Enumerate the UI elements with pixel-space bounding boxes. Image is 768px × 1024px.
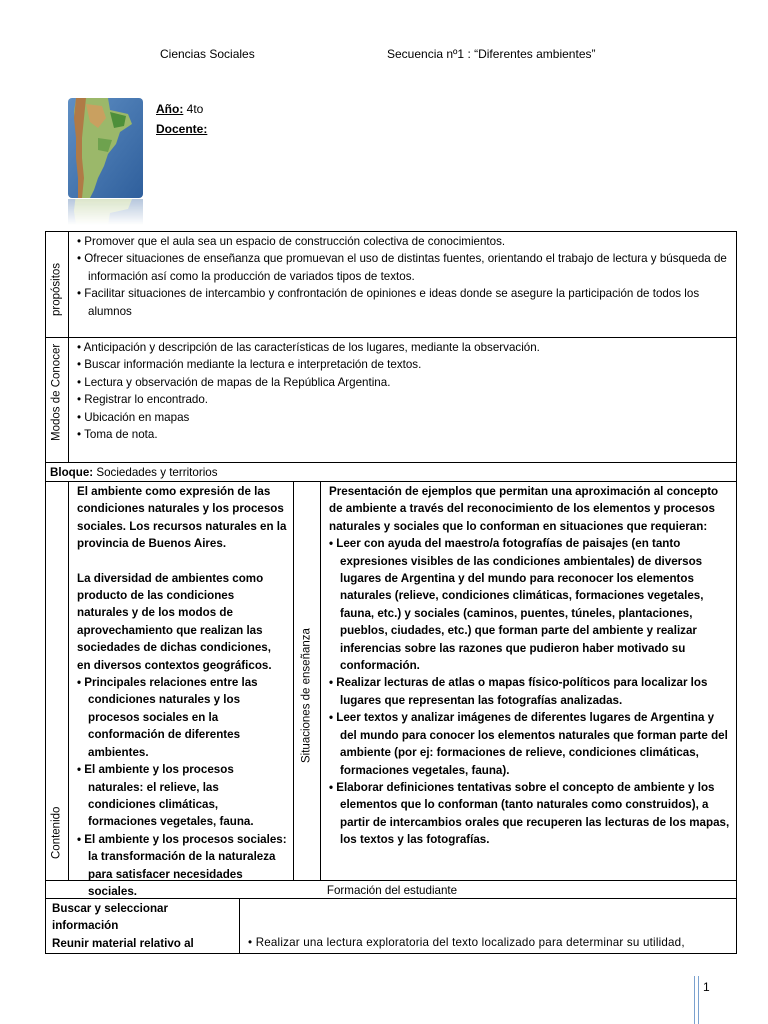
formacion-title: Formación del estudiante <box>326 884 458 897</box>
situaciones-side-label <box>294 482 321 880</box>
proposito-item: • Promover que el aula sea un espacio de construcción colectiva de conocimientos. <box>77 233 730 250</box>
year-label: Año: <box>156 102 184 116</box>
modo-item: • Lectura y observación de mapas de la República Argentina. <box>77 374 730 391</box>
modos-list <box>77 339 730 443</box>
contenido-label: Contenido <box>50 806 63 859</box>
proposito-item: • Ofrecer situaciones de enseñanza que promuevan el uso de distintas fuentes, orientando el trabajo de lectura y búsqueda de información así como la producción de variados tipos de textos. <box>77 250 730 285</box>
modo-item: • Anticipación y descripción de las características de los lugares, mediante la observación. <box>77 339 730 356</box>
modos-label: Modos de Conocer <box>50 343 63 441</box>
situaciones-content <box>321 482 736 880</box>
formacion-item: • Realizar una lectura exploratoria del texto localizado para determinar su utilidad, <box>248 934 730 951</box>
propositos-content <box>69 232 736 337</box>
situacion-item: • Realizar lecturas de atlas o mapas físico-políticos para localizar los lugares que representan las fotografías analizadas. <box>329 674 730 709</box>
modos-side-label <box>46 338 69 462</box>
formacion-left-line1: Buscar y seleccionar <box>52 902 169 915</box>
modo-item: • Toma de nota. <box>77 426 730 443</box>
teacher-field <box>156 122 207 136</box>
row-bloque <box>46 463 736 482</box>
propositos-side-label <box>46 232 69 337</box>
modos-content <box>69 338 736 462</box>
bloque-cell <box>46 463 736 481</box>
situaciones-label: Situaciones de enseñanza <box>300 627 313 763</box>
situaciones-list <box>329 535 730 848</box>
modo-item: • Buscar información mediante la lectura e interpretación de textos. <box>77 356 730 373</box>
formacion-right <box>240 899 736 953</box>
contenido-side-label <box>46 482 69 880</box>
map-reflection <box>68 199 143 225</box>
argentina-map-image <box>68 98 143 198</box>
contenido-p2: La diversidad de ambientes como producto de las condiciones naturales y de los modos de aprovechamiento que realizan las sociedades de dichas condiciones, en diversos contextos geográficos. <box>77 571 272 672</box>
row-formacion-title <box>46 881 736 899</box>
situacion-item: • Leer con ayuda del maestro/a fotografías de paisajes (en tanto expresiones visibles de las condiciones ambientales) de diversos lugares de Argentina y del mundo para reconocer los elementos naturales (relieve, condiciones climáticas, formaciones vegetales, fauna, etc.) y sociales (caminos, puentes, túneles, plantaciones, pueblos, ciudades, etc.) que forman parte del ambiente y realizar inferencias sobre las razones que pudieron haber motivado su conformación. <box>329 535 730 674</box>
page-border-line <box>698 976 699 1024</box>
contenido-list <box>77 674 287 900</box>
formacion-left-line3: Reunir material relativo al <box>52 936 194 950</box>
situaciones-intro: Presentación de ejemplos que permitan una aproximación al concepto de ambiente a través del reconocimiento de los elementos y procesos naturales y sociales que lo conforman en situaciones que requieran: <box>329 485 719 533</box>
map-icon <box>68 98 143 198</box>
formacion-left-line2: información <box>52 919 119 933</box>
page-border-line <box>694 976 695 1024</box>
contenido-content <box>69 482 294 898</box>
modo-item: • Registrar lo encontrado. <box>77 391 730 408</box>
row-formacion <box>46 899 736 953</box>
situacion-item: • Elaborar definiciones tentativas sobre el concepto de ambiente y los elementos que lo conforman (tanto naturales como construidos), a partir de intercambios orales que recuperen las lecturas de los mapas, los textos y las fotografías. <box>329 779 730 849</box>
contenido-item: • Principales relaciones entre las condiciones naturales y los procesos sociales en la conformación de diferentes ambientes. <box>77 674 287 761</box>
bloque-label: Bloque: <box>50 466 94 479</box>
row-modos <box>46 338 736 463</box>
modo-item: • Ubicación en mapas <box>77 409 730 426</box>
formacion-list <box>248 934 730 951</box>
planning-table <box>45 231 737 954</box>
contenido-p1: El ambiente como expresión de las condiciones naturales y los procesos sociales. Los recursos naturales en la provincia de Buenos Aires. <box>77 485 287 551</box>
sequence-title: Secuencia nº1 : “Diferentes ambientes” <box>387 47 596 61</box>
contenido-item: • El ambiente y los procesos naturales: el relieve, las condiciones climáticas, formaciones vegetales, fauna. <box>77 761 287 831</box>
year-value: 4to <box>186 102 204 116</box>
subject-title: Ciencias Sociales <box>160 47 255 61</box>
year-field <box>156 102 203 116</box>
proposito-item: • Facilitar situaciones de intercambio y confrontación de opiniones e ideas donde se asegure la participación de todos los alumnos <box>77 285 730 320</box>
situacion-item: • Leer textos y analizar imágenes de diferentes lugares de Argentina y del mundo para conocer los elementos naturales que forman parte del ambiente (por ej: formaciones de relieve, condiciones climáticas, formaciones vegetales, fauna). <box>329 709 730 779</box>
teacher-label: Docente: <box>156 122 208 136</box>
propositos-label: propósitos <box>50 262 63 316</box>
page-number: 1 <box>703 980 710 994</box>
contenido-item: • El ambiente y los procesos sociales: la transformación de la naturaleza para satisfacer necesidades sociales. <box>77 831 287 901</box>
formacion-left <box>46 899 240 953</box>
propositos-list <box>77 233 730 320</box>
bloque-value: Sociedades y territorios <box>93 466 218 479</box>
row-propositos <box>46 232 736 338</box>
